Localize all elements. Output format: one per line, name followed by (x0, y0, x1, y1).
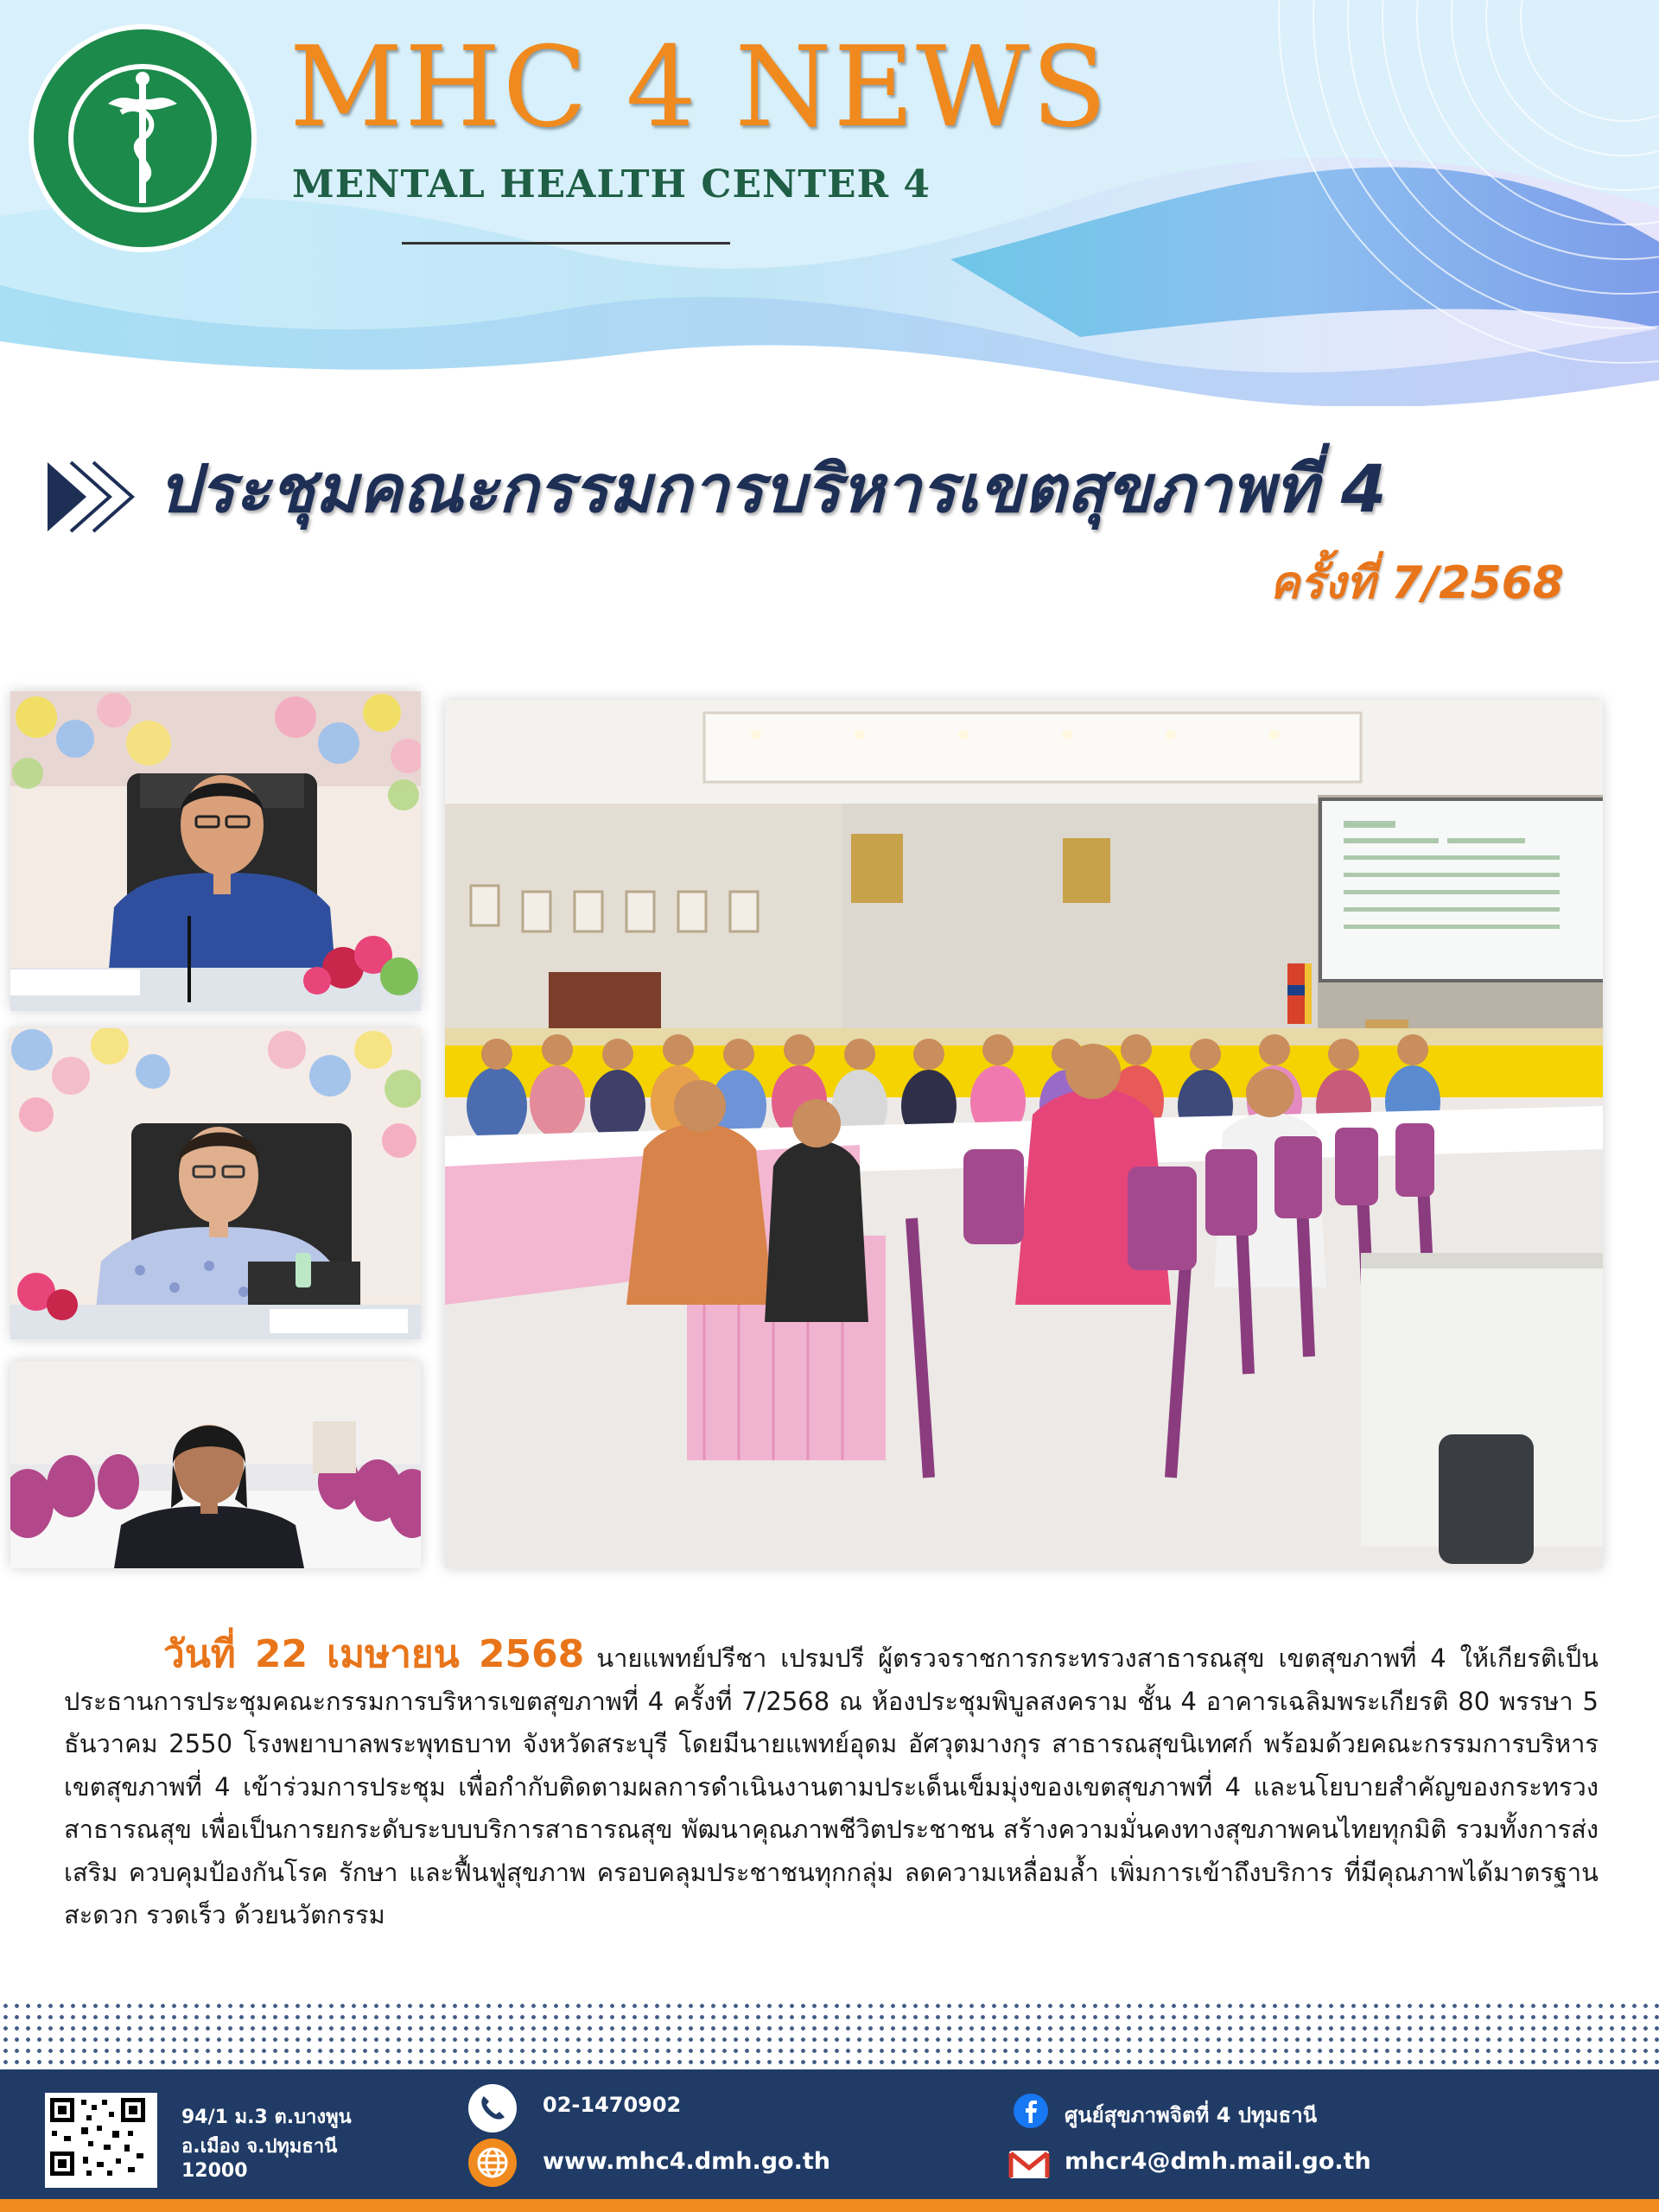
dotted-band (0, 2000, 1659, 2071)
globe-icon (468, 2139, 517, 2187)
brand-subtitle: MENTAL HEALTH CENTER 4 (292, 162, 931, 207)
article-date: วันที่ 22 เมษายน 2568 (163, 1632, 585, 1676)
article-body (64, 1633, 1599, 1937)
photo-inspector (10, 1028, 421, 1339)
address-line2: อ.เมือง จ.ปทุมธานี (181, 2136, 338, 2158)
article-body-text: นายแพทย์ปรีชา เปรมปรี ผู้ตรวจราชการกระทรวงสาธารณสุข เขตสุขภาพที่ 4 ให้เกียรติเป็นประธานการประชุมคณะกรรมการบริหารเขตสุขภาพที่ 4 ครั้งที่ 7/2568 ณ ห้องประชุมพิบูลสงคราม ชั้น 4 อาคารเฉลิมพระเกียรติ 80 พรรษา 5 ธันวาคม 2550 โรงพยาบาลพระพุทธบาท จังหวัดสระบุรี โดยมีนายแพทย์อุดม อัศวุตมางกุร สาธารณสุขนิเทศก์ พร้อมด้วยคณะกรรมการบริหารเขตสุขภาพที่ 4 เข้าร่วมการประชุม เพื่อกำกับติดตามผลการดำเนินงานตามประเด็นเข็มมุ่งของเขตสุขภาพที่ 4 และนโยบายสำคัญของกระทรวงสาธารณสุข เพื่อเป็นการยกระดับระบบบริการสาธารณสุข พัฒนาคุณภาพชีวิตประชาชน สร้างความมั่นคงทางสุขภาพคนไทยทุกมิติ รวมทั้งการส่งเสริม ควบคุมป้องกันโรค รักษา และฟื้นฟูสุขภาพ ครอบคลุมประชาชนทุกกลุ่ม ลดความเหลื่อมล้ำ เพิ่มการเข้าถึงบริการ ที่มีคุณภาพได้มาตรฐาน สะดวก รวดเร็ว ด้วยนวัตกรรม (64, 1643, 1599, 1929)
ministry-logo (26, 22, 259, 255)
website-link[interactable]: www.mhc4.dmh.go.th (543, 2148, 830, 2175)
article-subtitle: ครั้งที่ 7/2568 (1269, 557, 1564, 609)
brand-title: MHC 4 NEWS (289, 23, 1109, 152)
facebook-page-link[interactable]: ศูนย์สุขภาพจิตที่ 4 ปทุมธานี (1065, 2103, 1318, 2127)
header-divider (402, 242, 730, 245)
address-line1: 94/1 ม.3 ต.บางพูน (181, 2107, 352, 2128)
footer-stripe (0, 2199, 1659, 2212)
facebook-icon (1014, 2094, 1048, 2128)
email-link[interactable]: mhcr4@dmh.mail.go.th (1065, 2148, 1371, 2175)
photo-participant (10, 1361, 421, 1568)
article-title: ประชุมคณะกรรมการบริหารเขตสุขภาพที่ 4 (158, 450, 1387, 527)
qr-code[interactable] (45, 2093, 157, 2188)
phone-number[interactable]: 02-1470902 (543, 2093, 682, 2117)
address-line3: 12000 (181, 2160, 248, 2182)
header-banner (0, 0, 1659, 406)
mail-icon (1007, 2149, 1051, 2180)
phone-icon (468, 2084, 517, 2133)
photo-meeting-room (445, 700, 1603, 1568)
triple-chevron-icon (43, 458, 147, 536)
photo-chairman (10, 691, 421, 1011)
